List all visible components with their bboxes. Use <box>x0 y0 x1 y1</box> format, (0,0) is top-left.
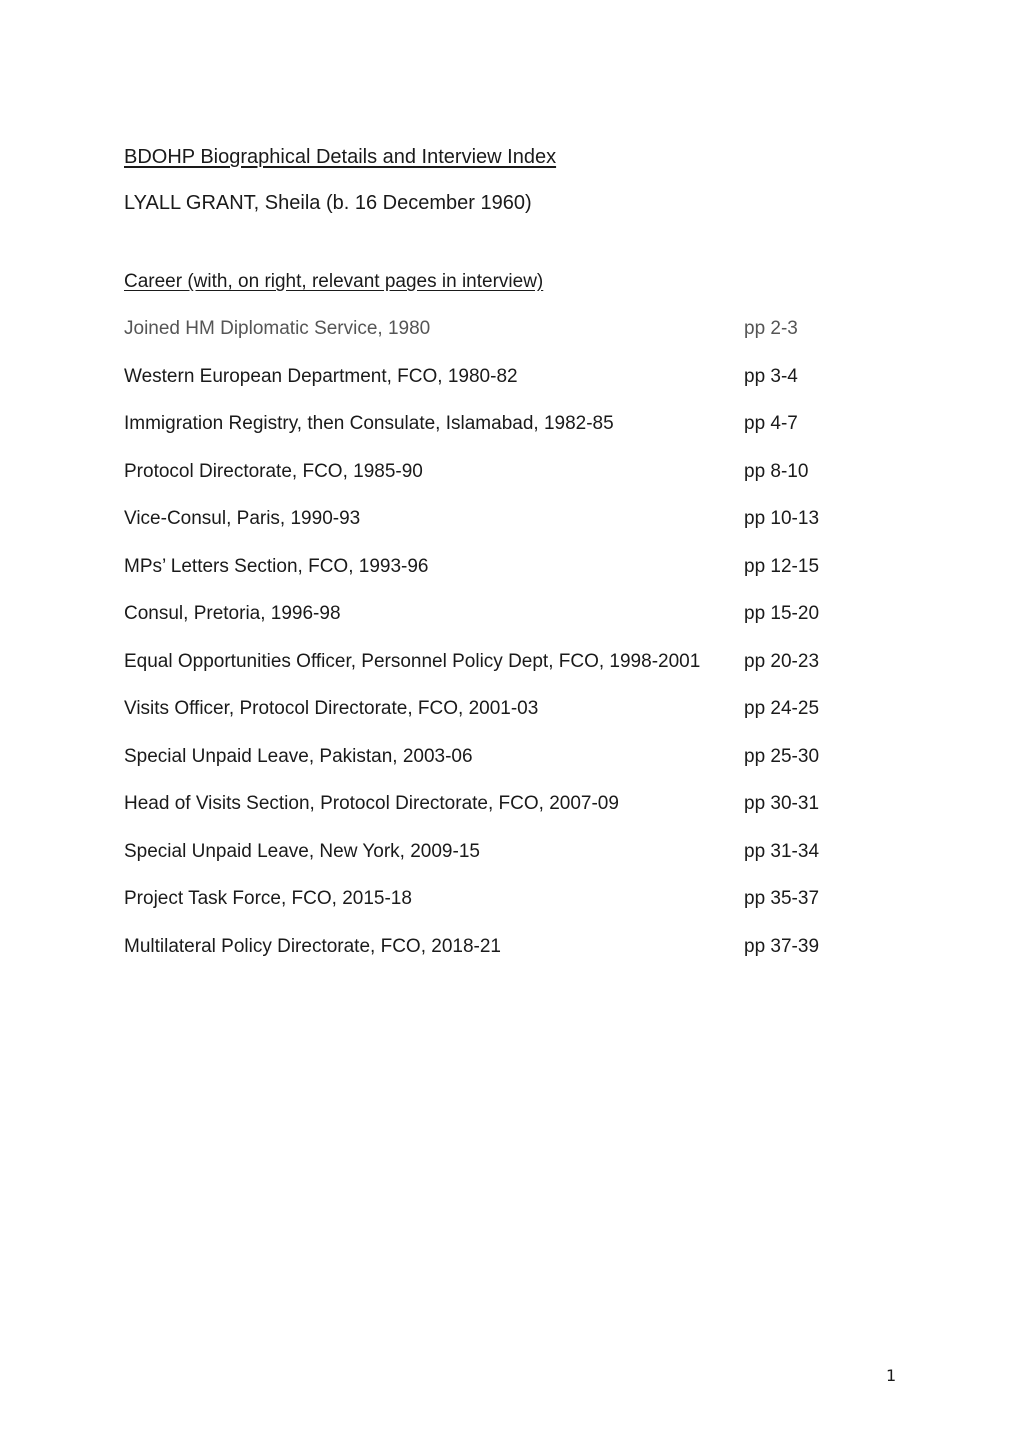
career-pages: pp 37-39 <box>744 935 820 957</box>
career-pages: pp 31-34 <box>744 840 820 862</box>
career-post: Consul, Pretoria, 1996-98 <box>124 603 341 624</box>
career-entry <box>124 460 884 508</box>
page-number: 1 <box>886 1366 897 1385</box>
career-entry <box>124 935 884 983</box>
career-pages: pp 2-3 <box>744 318 798 339</box>
career-entry <box>124 507 884 555</box>
career-entry <box>124 745 884 793</box>
career-post: Multilateral Policy Directorate, FCO, 2018-21 <box>124 935 501 957</box>
career-pages: pp 20-23 <box>744 650 820 672</box>
career-pages: pp 4-7 <box>744 413 798 434</box>
career-heading: Career (with, on right, relevant pages in interview) <box>124 271 544 292</box>
career-entry <box>124 650 884 698</box>
career-pages: pp 30-31 <box>744 793 820 814</box>
career-pages: pp 35-37 <box>744 888 820 909</box>
career-entry <box>124 697 884 745</box>
career-post: Project Task Force, FCO, 2015-18 <box>124 888 412 909</box>
career-entry <box>124 840 884 888</box>
career-post: Protocol Directorate, FCO, 1985-90 <box>124 460 423 482</box>
career-post: Special Unpaid Leave, New York, 2009-15 <box>124 840 480 862</box>
career-pages: pp 3-4 <box>744 365 798 387</box>
career-pages: pp 12-15 <box>744 555 820 577</box>
career-post: Head of Visits Section, Protocol Directorate, FCO, 2007-09 <box>124 793 619 814</box>
career-entry <box>124 317 884 365</box>
subject-name-line: LYALL GRANT, Sheila (b. 16 December 1960) <box>124 192 532 214</box>
career-entry <box>124 792 884 840</box>
career-entry <box>124 555 884 603</box>
career-pages: pp 25-30 <box>744 745 820 767</box>
career-pages: pp 24-25 <box>744 698 820 719</box>
career-pages: pp 15-20 <box>744 603 820 624</box>
career-pages: pp 8-10 <box>744 460 809 482</box>
career-post: Immigration Registry, then Consulate, Islamabad, 1982-85 <box>124 413 614 434</box>
career-post: Joined HM Diplomatic Service, 1980 <box>124 318 431 339</box>
career-entry <box>124 602 884 650</box>
career-pages: pp 10-13 <box>744 508 820 529</box>
career-post: Vice-Consul, Paris, 1990-93 <box>124 508 361 529</box>
career-entry <box>124 887 884 935</box>
career-post: Western European Department, FCO, 1980-82 <box>124 365 518 387</box>
career-post: Visits Officer, Protocol Directorate, FCO, 2001-03 <box>124 698 539 719</box>
career-list <box>124 317 884 982</box>
document-title: BDOHP Biographical Details and Interview Index <box>124 146 557 168</box>
career-entry <box>124 412 884 460</box>
career-entry <box>124 365 884 413</box>
career-post: Special Unpaid Leave, Pakistan, 2003-06 <box>124 745 473 767</box>
career-post: MPs’ Letters Section, FCO, 1993-96 <box>124 555 429 577</box>
career-post: Equal Opportunities Officer, Personnel Policy Dept, FCO, 1998-2001 <box>124 650 701 672</box>
